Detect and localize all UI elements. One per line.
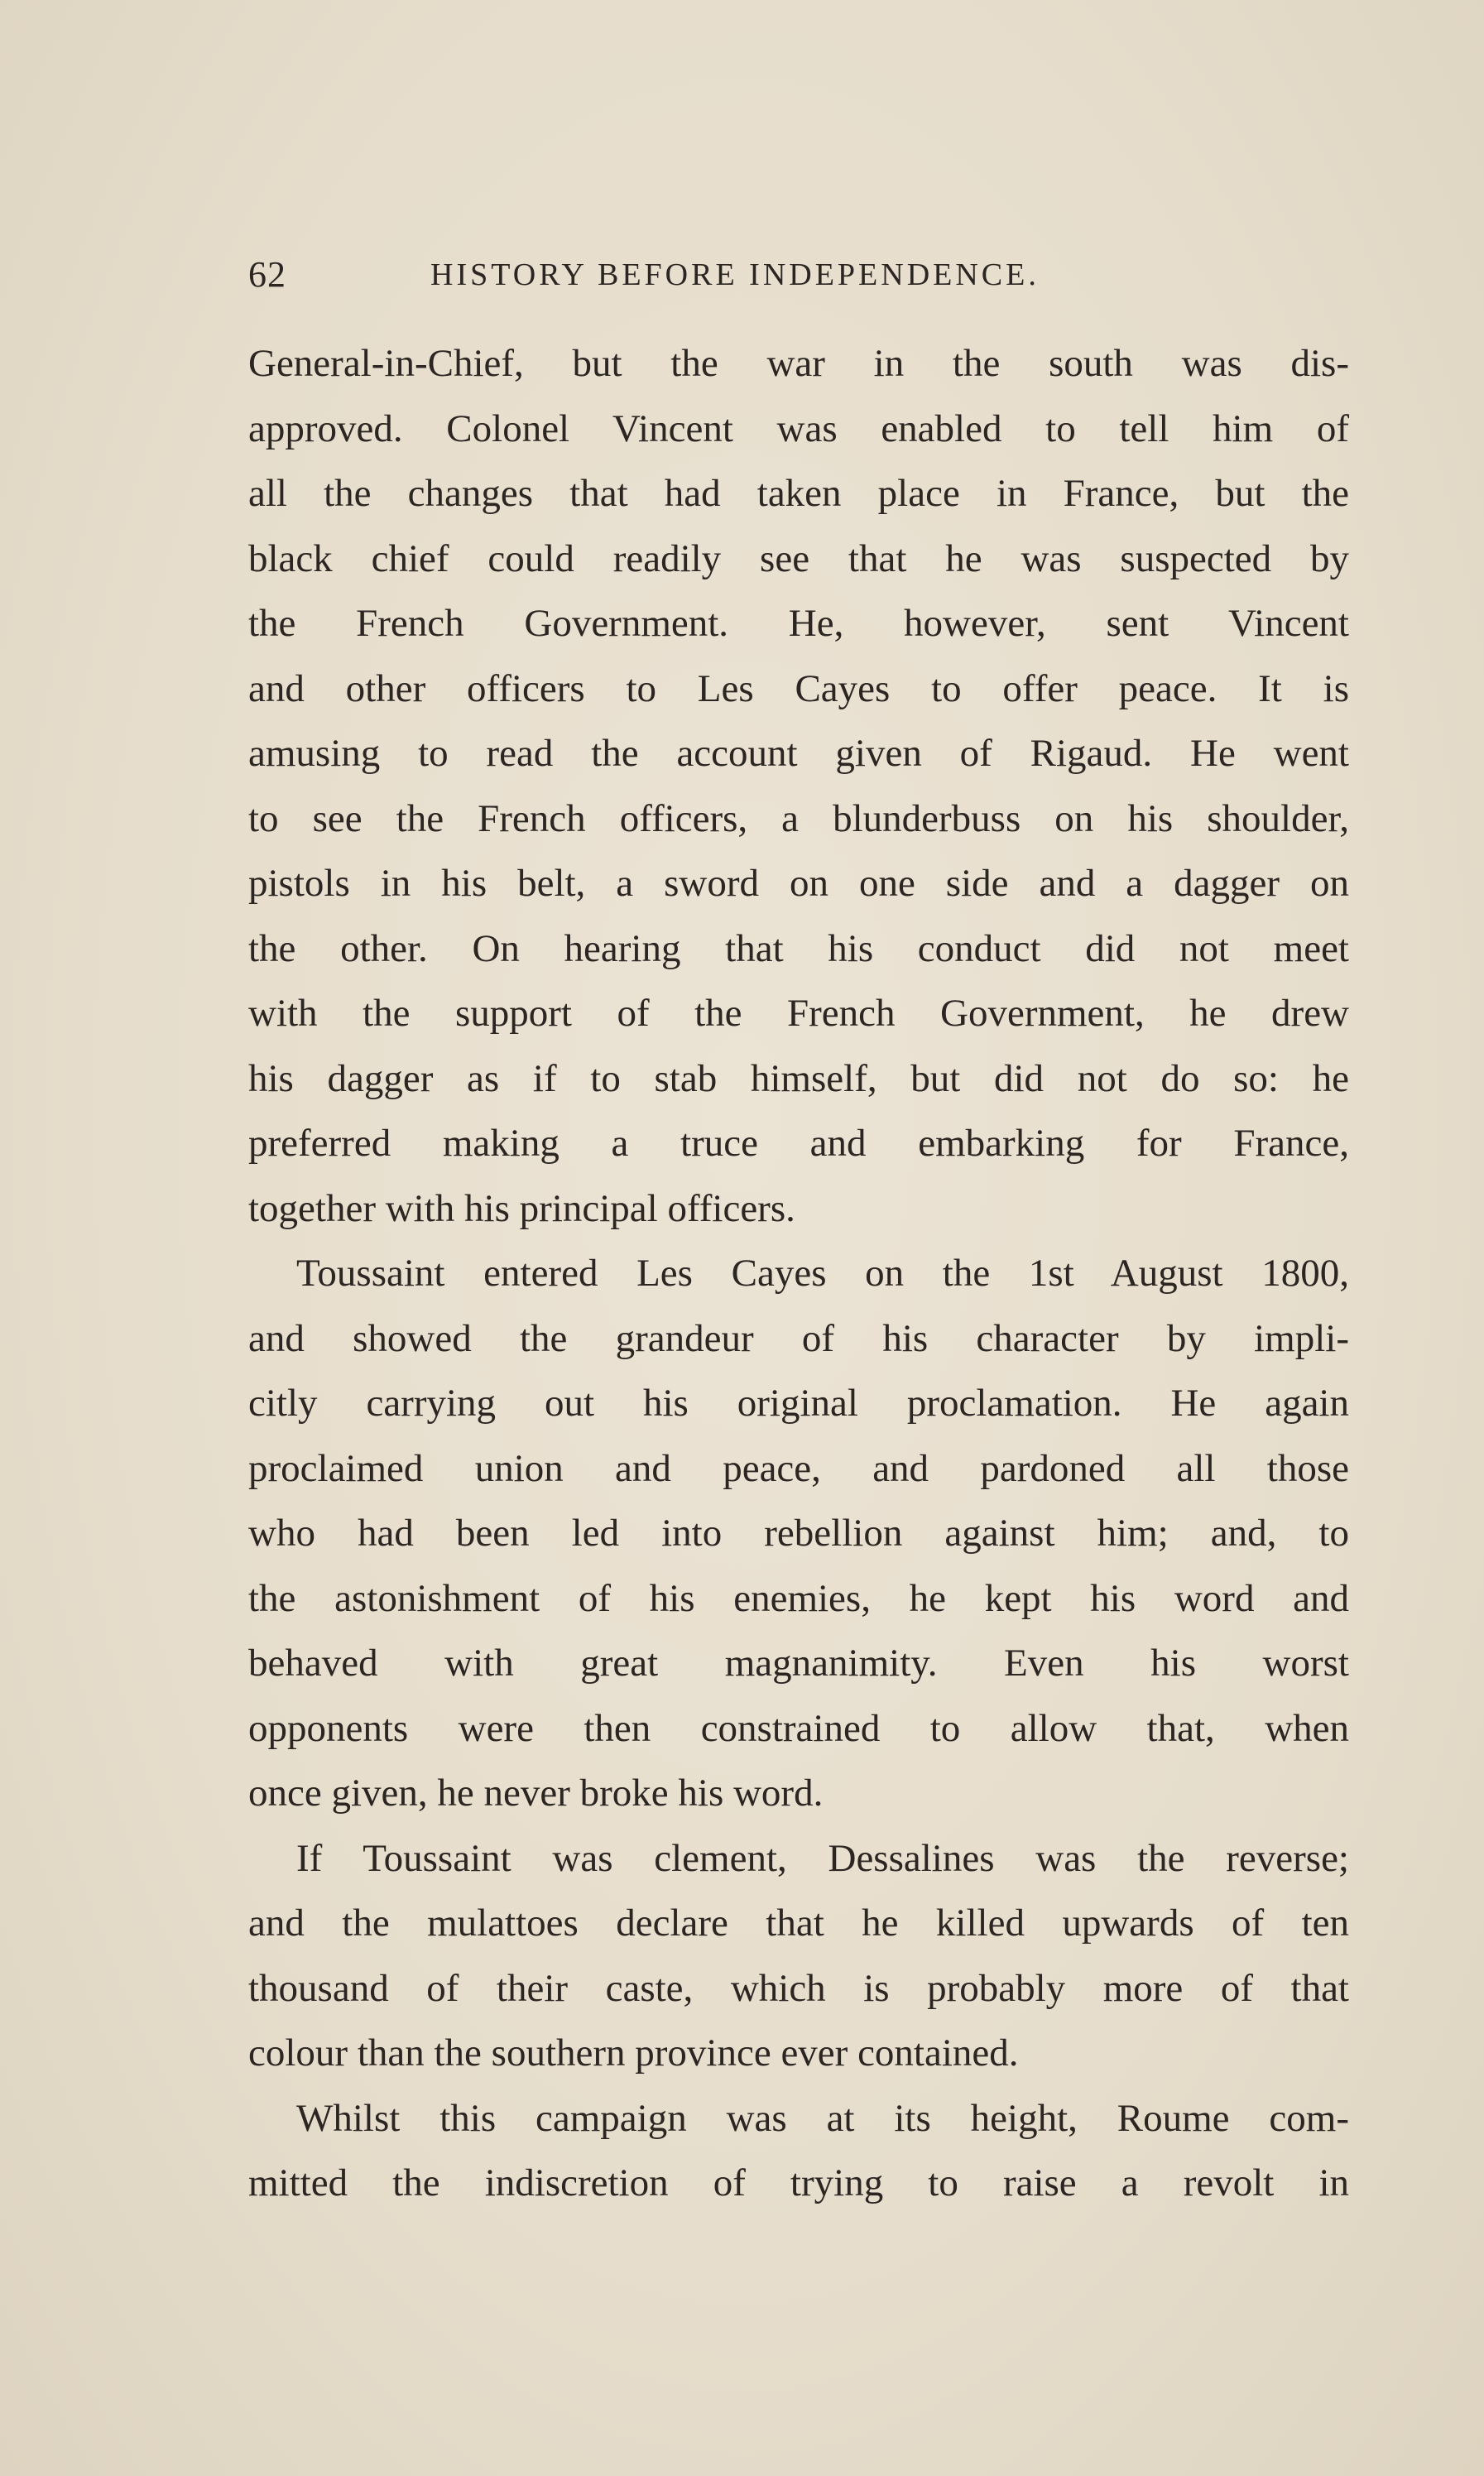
text-line: with the support of the French Government, he drew xyxy=(248,992,1349,1035)
text-line: amusing to read the account given of Rigaud. He went xyxy=(248,732,1349,775)
text-line: approved. Colonel Vincent was enabled to tell him of xyxy=(248,406,1349,450)
text-line: Whilst this campaign was at its height, Roume com- xyxy=(296,2096,1349,2140)
page-header xyxy=(248,248,1353,315)
text-line: mitted the indiscretion of trying to raise a revolt in xyxy=(248,2161,1349,2204)
text-line: behaved with great magnanimity. Even his worst xyxy=(248,1642,1349,1685)
text-line: preferred making a truce and embarking for France, xyxy=(248,1122,1349,1165)
text-line: the French Government. He, however, sent Vincent xyxy=(248,602,1349,645)
body-text xyxy=(248,331,1349,2216)
text-line: the astonishment of his enemies, he kept his word and xyxy=(248,1576,1349,1620)
text-line: colour than the southern province ever contained. xyxy=(248,2031,1019,2075)
text-line: Toussaint entered Les Cayes on the 1st August 1800, xyxy=(296,1252,1349,1295)
text-line: General-in-Chief, but the war in the south was dis- xyxy=(248,342,1349,385)
text-line: once given, he never broke his word. xyxy=(248,1772,824,1815)
text-line: together with his principal officers. xyxy=(248,1186,795,1230)
text-line: citly carrying out his original proclamation. He again xyxy=(248,1382,1349,1425)
text-line: and the mulattoes declare that he killed upwards of ten xyxy=(248,1901,1349,1945)
text-line: opponents were then constrained to allow that, when xyxy=(248,1706,1349,1750)
text-line: pistols in his belt, a sword on one side and a dagger on xyxy=(248,862,1349,905)
text-line: all the changes that had taken place in France, but the xyxy=(248,472,1349,515)
page-number: 62 xyxy=(248,254,286,295)
text-line: the other. On hearing that his conduct did not meet xyxy=(248,926,1349,970)
text-line: to see the French officers, a blunderbuss on his shoulder, xyxy=(248,796,1349,840)
text-line: If Toussaint was clement, Dessalines was the reverse; xyxy=(296,1836,1349,1880)
running-title: HISTORY BEFORE INDEPENDENCE. xyxy=(430,257,1040,292)
text-line: and other officers to Les Cayes to offer peace. It is xyxy=(248,666,1349,710)
text-line: black chief could readily see that he was suspected by xyxy=(248,536,1349,580)
text-line: his dagger as if to stab himself, but did not do so: he xyxy=(248,1056,1349,1100)
text-line: who had been led into rebellion against him; and, to xyxy=(248,1512,1349,1555)
text-line: proclaimed union and peace, and pardoned all those xyxy=(248,1446,1349,1490)
text-line: thousand of their caste, which is probably more of that xyxy=(248,1966,1349,2010)
text-line: and showed the grandeur of his character by impli- xyxy=(248,1316,1349,1360)
